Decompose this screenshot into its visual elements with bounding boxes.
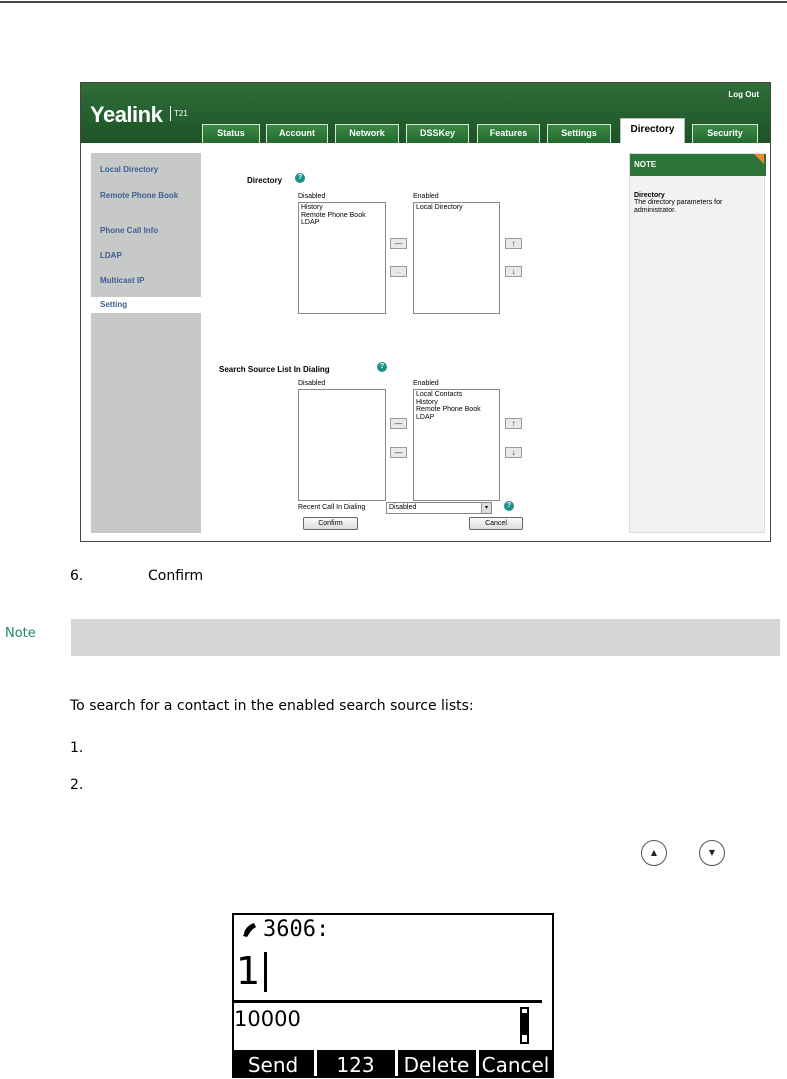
- move-left-button[interactable]: —: [390, 418, 407, 429]
- tab-dsskey[interactable]: DSSKey: [406, 124, 469, 143]
- chevron-down-icon[interactable]: ▾: [481, 503, 491, 513]
- softkey-bar: [234, 1050, 552, 1078]
- tab-settings[interactable]: Settings: [547, 124, 611, 143]
- help-icon[interactable]: ?: [377, 362, 387, 372]
- search-disabled-label: Disabled: [298, 380, 326, 387]
- list-item[interactable]: Remote Phone Book: [301, 211, 366, 219]
- tab-account[interactable]: Account: [266, 124, 328, 143]
- directory-disabled-label: Disabled: [298, 193, 326, 200]
- sidebar-item-ldap[interactable]: LDAP: [100, 251, 122, 260]
- list-item[interactable]: Local Directory: [416, 204, 463, 211]
- phone-lcd-screen: [232, 913, 554, 1078]
- scroll-thumb: [522, 1013, 527, 1035]
- help-icon[interactable]: ?: [504, 501, 514, 511]
- logout-link[interactable]: Log Out: [728, 90, 759, 99]
- note-label: Note: [5, 626, 36, 641]
- model-label: T21: [170, 106, 188, 121]
- up-arrow-key-icon: ▲: [641, 840, 667, 866]
- note-bar: [71, 619, 780, 656]
- cancel-softkey[interactable]: Cancel: [481, 1053, 550, 1077]
- list-item[interactable]: LDAP: [301, 219, 320, 226]
- sidebar-item-setting[interactable]: Setting: [91, 297, 203, 313]
- handset-icon: [241, 921, 261, 941]
- note-text: The directory parameters for administrator.: [634, 199, 723, 214]
- dial-input: 1: [236, 949, 261, 993]
- recent-call-label: Recent Call In Dialing: [298, 504, 366, 511]
- tab-security[interactable]: Security: [692, 124, 758, 143]
- list-item[interactable]: LDAP: [416, 413, 435, 421]
- cancel-button[interactable]: Cancel: [469, 517, 523, 530]
- recent-call-select[interactable]: [386, 502, 492, 514]
- search-enabled-list[interactable]: [413, 389, 500, 501]
- scrollbar: [520, 1007, 529, 1044]
- confirm-button[interactable]: Confirm: [303, 517, 358, 530]
- delete-softkey[interactable]: Delete: [403, 1053, 470, 1077]
- search-source-section-title: Search Source List In Dialing: [219, 365, 330, 374]
- move-left-button[interactable]: —: [390, 238, 407, 249]
- tab-directory[interactable]: Directory: [620, 118, 685, 143]
- move-up-button[interactable]: ↑: [505, 418, 522, 429]
- sidebar-item-local-directory[interactable]: Local Directory: [100, 165, 159, 174]
- directory-disabled-list[interactable]: [298, 202, 386, 314]
- move-right-button[interactable]: —: [390, 447, 407, 458]
- search-result: 10000: [234, 1007, 301, 1031]
- recent-call-value: Disabled: [389, 504, 417, 511]
- tab-network[interactable]: Network: [335, 124, 399, 143]
- text-cursor: [264, 952, 267, 992]
- step-1-number: 1.: [70, 740, 84, 756]
- tab-features[interactable]: Features: [477, 124, 540, 143]
- down-arrow-key-icon: ▼: [699, 840, 725, 866]
- directory-enabled-list[interactable]: [413, 202, 500, 314]
- step-6-text: Confirm: [148, 568, 204, 584]
- move-down-button[interactable]: ↓: [505, 447, 522, 458]
- move-right-button[interactable]: →: [390, 266, 407, 277]
- 123-softkey[interactable]: 123: [336, 1053, 375, 1077]
- send-softkey[interactable]: Send: [247, 1053, 299, 1077]
- sidebar-item-multicast-ip[interactable]: Multicast IP: [100, 276, 145, 285]
- list-item[interactable]: History: [416, 398, 438, 406]
- page-top-rule: [0, 1, 787, 3]
- note-panel: [629, 153, 765, 533]
- search-enabled-label: Enabled: [413, 380, 439, 387]
- move-down-button[interactable]: ↓: [505, 266, 522, 277]
- lcd-divider: [234, 1000, 542, 1003]
- sidebar: [91, 153, 201, 533]
- directory-enabled-label: Enabled: [413, 193, 439, 200]
- settings-form: [205, 153, 625, 533]
- instruction-title: To search for a contact in the enabled search source lists:: [70, 698, 474, 714]
- step-2-number: 2.: [70, 777, 84, 793]
- list-item[interactable]: History: [301, 204, 323, 211]
- step-6-number: 6.: [70, 568, 84, 584]
- note-title: Directory: [634, 192, 665, 199]
- yealink-logo: Yealink: [90, 102, 163, 127]
- sidebar-item-remote-phone-book[interactable]: Remote Phone Book: [100, 191, 179, 200]
- note-corner-icon: [754, 154, 764, 164]
- note-header: NOTE: [630, 154, 766, 176]
- sidebar-item-phone-call-info[interactable]: Phone Call Info: [100, 226, 159, 235]
- web-ui-screenshot: [80, 82, 771, 542]
- account-label: 3606:: [263, 917, 330, 942]
- search-disabled-list[interactable]: [298, 389, 386, 501]
- tab-status[interactable]: Status: [202, 124, 260, 143]
- move-up-button[interactable]: ↑: [505, 238, 522, 249]
- help-icon[interactable]: ?: [295, 173, 305, 183]
- directory-section-title: Directory: [247, 176, 283, 185]
- list-item[interactable]: Local Contacts: [416, 391, 463, 398]
- web-header: [81, 83, 770, 143]
- list-item[interactable]: Remote Phone Book: [416, 406, 481, 413]
